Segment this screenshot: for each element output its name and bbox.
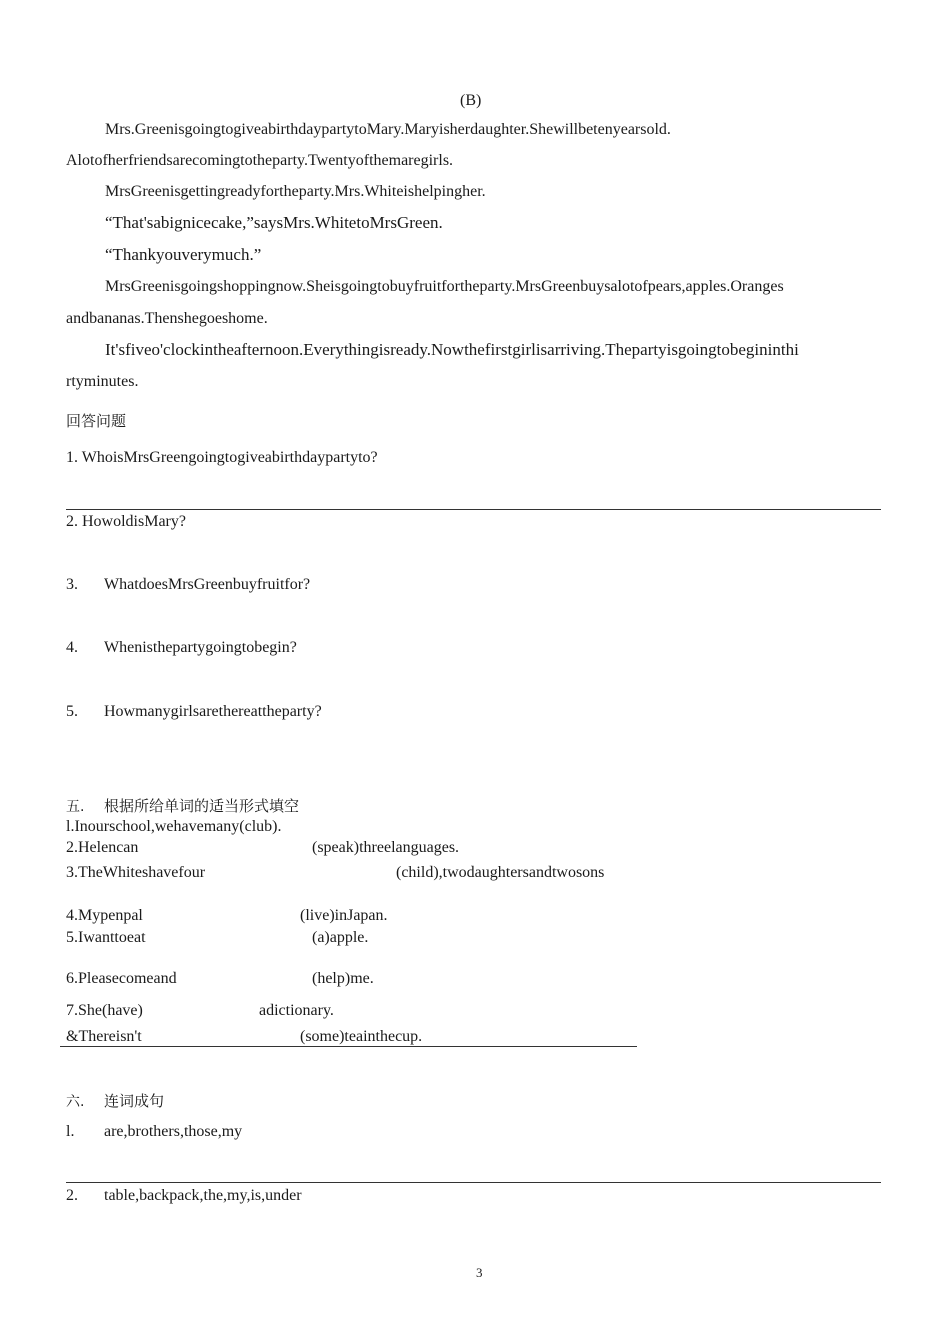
passage-paragraph-3: “That'sabignicecake,”saysMrs.WhitetoMrsGreen. [105,213,443,232]
question-1: 1. WhoisMrsGreengoingtogiveabirthdaypartyto? [66,449,378,466]
passage-paragraph-5-line-2: andbananas.Thenshegoeshome. [66,310,268,327]
question-2: 2. HowoldisMary? [66,513,186,530]
sentence-1-number: l. [66,1123,75,1140]
fill-item-4-prefix: 4.Mypenpal [66,907,143,924]
fill-item-6-prefix: 6.Pleasecomeand [66,970,177,987]
answer-section-title: 回答问题 [66,412,127,430]
section-6-title: 连词成句 [104,1092,165,1110]
fill-item-3-prefix: 3.TheWhiteshavefour [66,864,206,881]
sentence-2-words: table,backpack,the,my,is,under [104,1187,302,1204]
question-4-number: 4. [66,639,78,656]
answer-line-1 [66,509,881,510]
fill-item-1: l.Inourschool,wehavemany(club). [66,818,282,835]
passage-paragraph-1-line-2: Alotofherfriendsarecomingtotheparty.Twentyofthemaregirls. [66,152,454,169]
sentence-1-words: are,brothers,those,my [104,1123,243,1140]
fill-item-5-suffix: (a)apple. [312,929,369,946]
fill-item-7-suffix: adictionary. [259,1002,334,1019]
section-5-title: 根据所给单词的适当形式填空 [104,797,300,815]
question-3-number: 3. [66,576,78,593]
section-5-number: 五. [66,799,85,815]
passage-paragraph-5-line-1: MrsGreenisgoingshoppingnow.Sheisgoingtobuyfruitfortheparty.MrsGreenbuysalotofpears,apples.Oranges [105,278,784,295]
passage-paragraph-1-line-1: Mrs.GreenisgoingtogiveabirthdaypartytoMary.Maryisherdaughter.Shewillbetenyearsold. [105,121,671,138]
fill-item-6-suffix: (help)me. [312,970,374,987]
question-5-number: 5. [66,703,78,720]
fill-item-8-underline [60,1046,637,1047]
passage-paragraph-4: “Thankyouverymuch.” [105,245,262,264]
fill-item-5-prefix: 5.Iwanttoeat [66,929,146,946]
fill-item-4-suffix: (live)inJapan. [300,907,388,924]
section-6-number: 六. [66,1094,85,1110]
fill-item-2-prefix: 2.Helencan [66,839,139,856]
question-3: WhatdoesMrsGreenbuyfruitfor? [104,576,311,593]
question-4: Whenisthepartygoingtobegin? [104,639,297,656]
passage-heading: (B) [460,92,482,109]
sentence-2-number: 2. [66,1187,78,1204]
fill-item-3-suffix: (child),twodaughtersandtwosons [396,864,605,881]
passage-paragraph-2: MrsGreenisgettingreadyfortheparty.Mrs.Whiteishelpingher. [105,183,486,200]
page-number: 3 [476,1265,483,1280]
sentence-1-answer-line [66,1182,881,1183]
fill-item-2-suffix: (speak)threelanguages. [312,839,460,856]
fill-item-8-prefix: &Thereisn't [66,1028,142,1045]
passage-paragraph-6-line-2: rtyminutes. [66,373,139,390]
question-5: Howmanygirlsarethereattheparty? [104,703,322,720]
fill-item-7-prefix: 7.She(have) [66,1002,143,1019]
fill-item-8-suffix: (some)teainthecup. [300,1028,423,1045]
passage-paragraph-6-line-1: It'sfiveo'clockintheafternoon.Everythingisready.Nowthefirstgirlisarriving.Thepartyisgoingtobegininthi [105,340,799,359]
